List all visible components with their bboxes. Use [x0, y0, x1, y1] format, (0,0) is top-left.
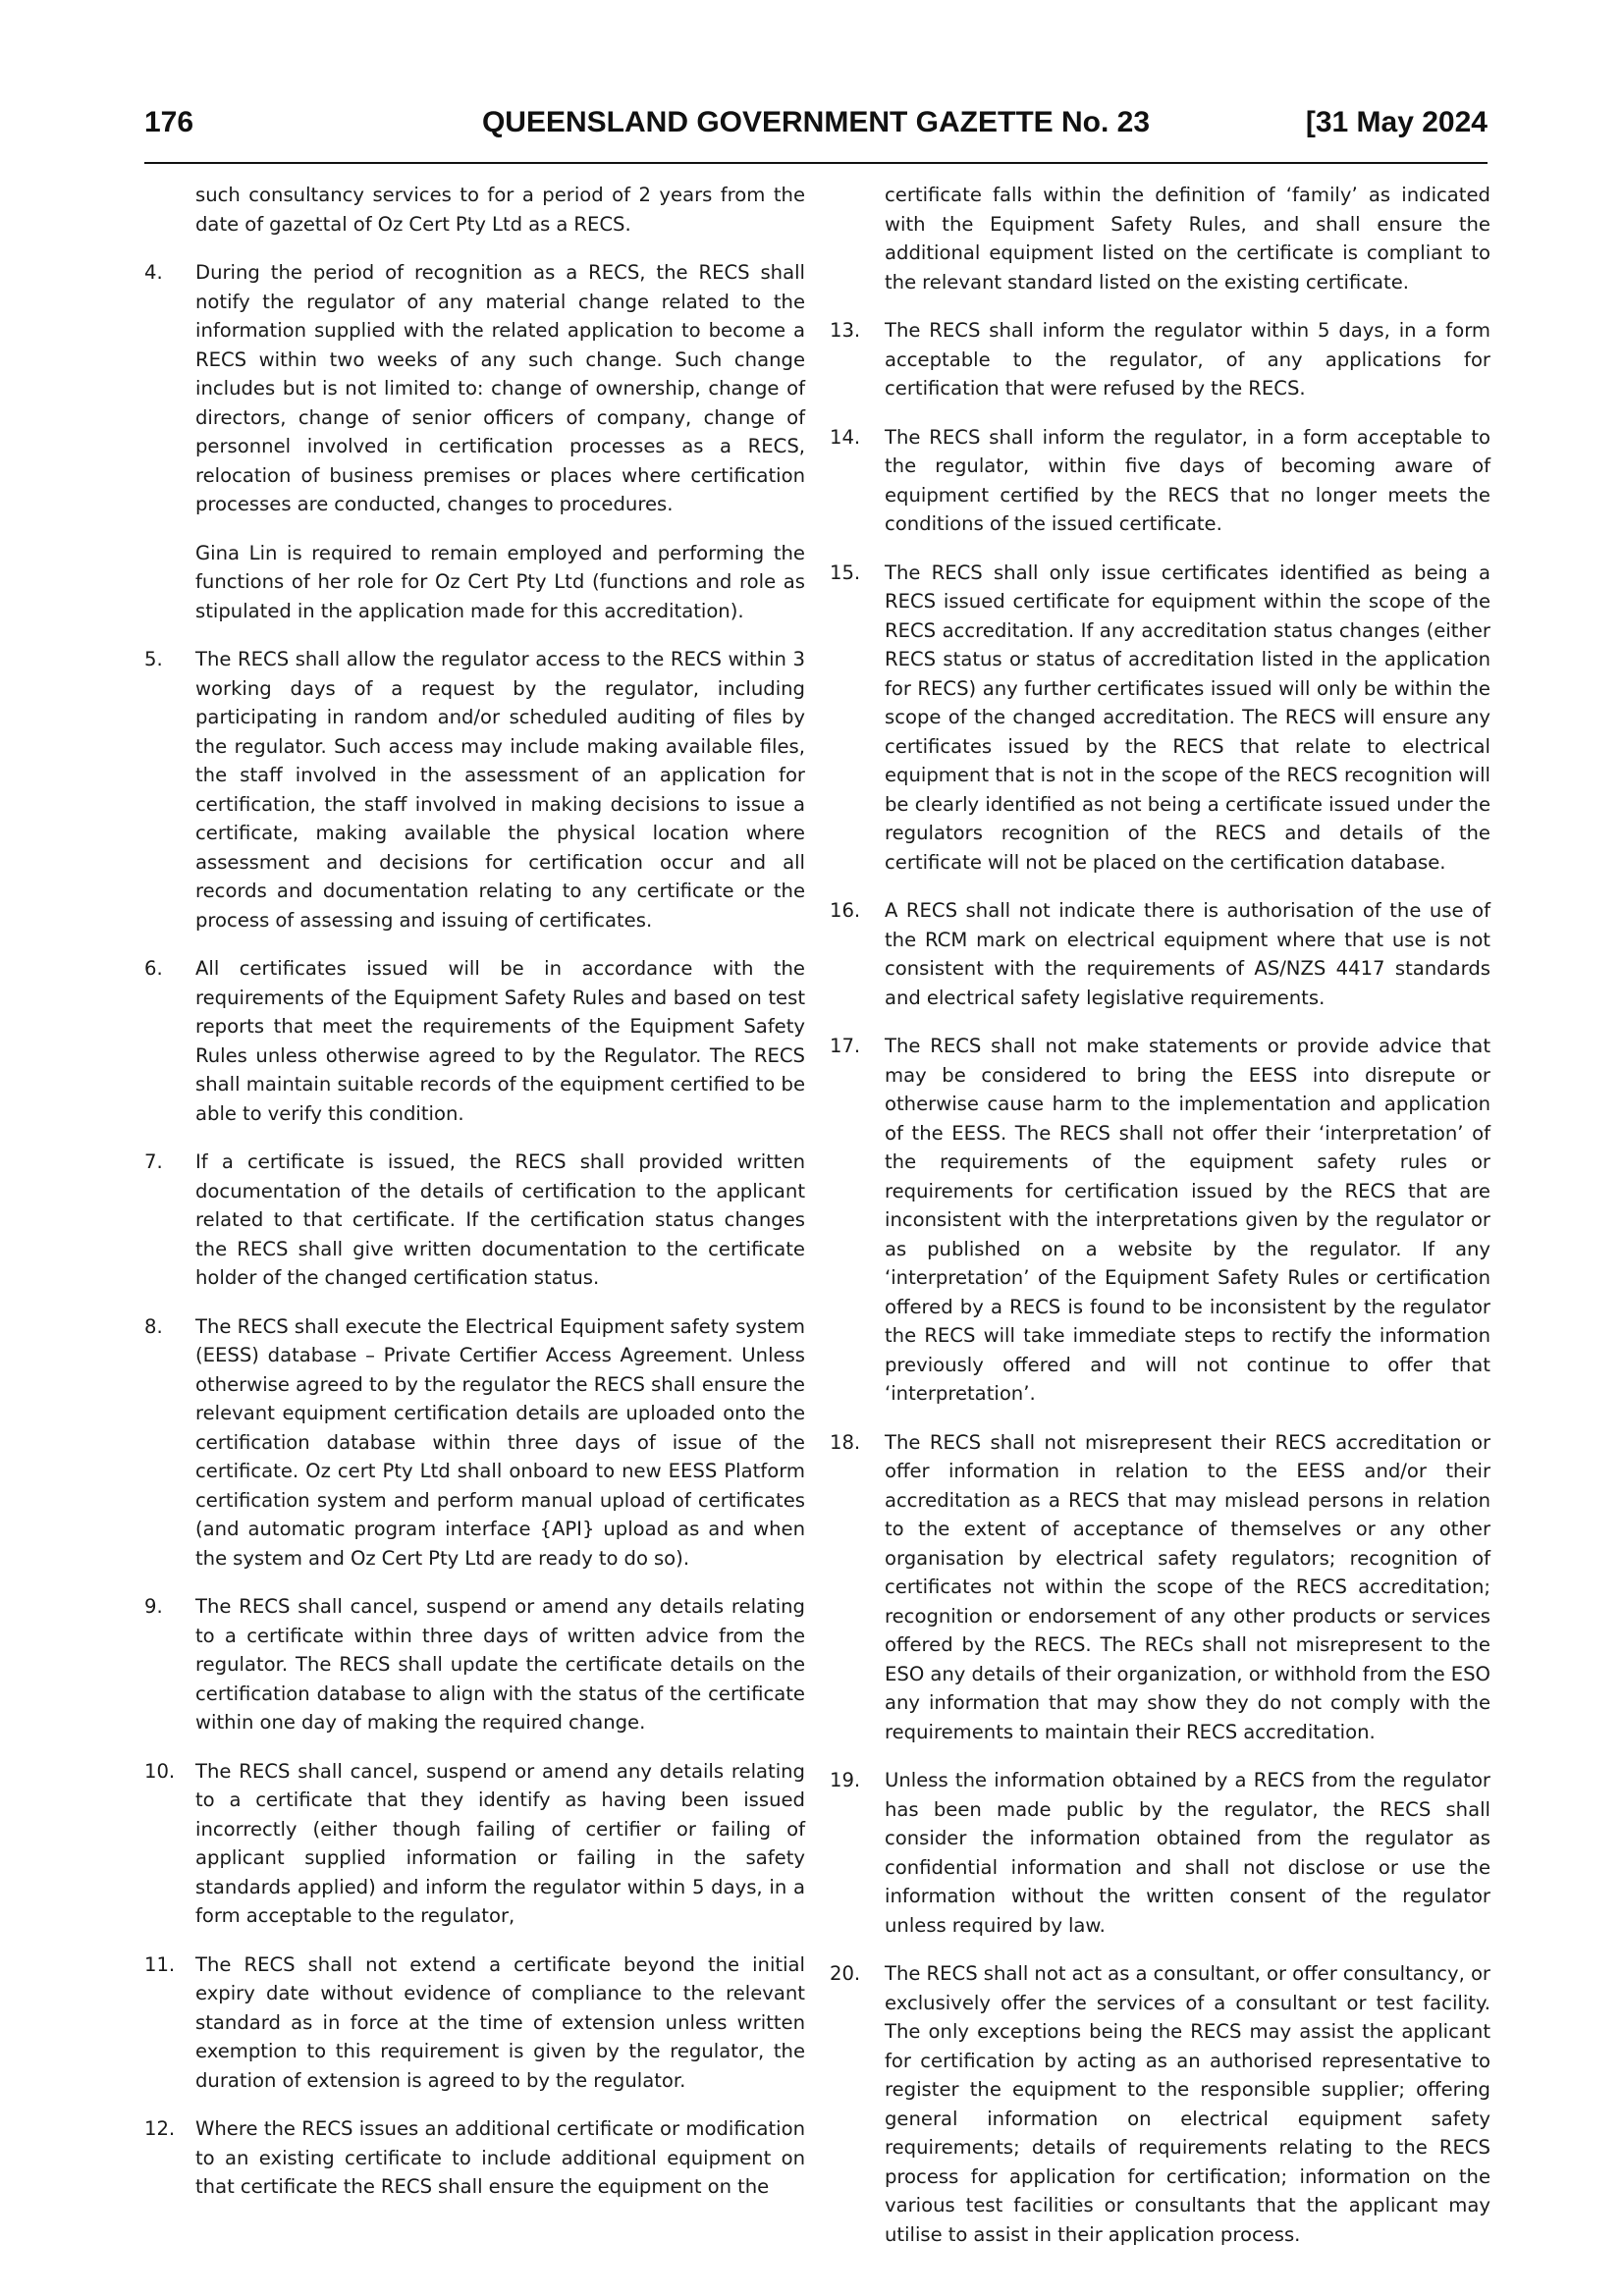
item-paragraph: Gina Lin is required to remain employed and performing the functions of her role for Oz Cert Pty Ltd (functions and role as stipulated in the application made for this accreditation).	[195, 541, 805, 622]
item-number: 5.	[144, 648, 163, 670]
item-number: 16.	[830, 899, 861, 922]
gazette-title: QUEENSLAND GOVERNMENT GAZETTE No. 23	[481, 106, 1151, 138]
item-paragraph: The RECS shall inform the regulator, in a form acceptable to the regulator, within five days of becoming aware of equipment certified by the RECS that no longer meets the conditions of the issued certificate.	[885, 425, 1490, 535]
issue-date: [31 May 2024	[1305, 106, 1488, 138]
item-paragraph: The RECS shall allow the regulator access to the RECS within 3 working days of a request by the regulator, including participating in random and/or scheduled auditing of files by the regulator. Such access may include making available files, the staff involved in the assessment of an application for certification, the staff involved in making decisions to issue a certificate, making available the physical location where assessment and decisions for certification occur and all records and documentation relating to any certificate or the process of assessing and issuing of certificates.	[195, 648, 805, 932]
item-number: 14.	[830, 425, 861, 449]
list-item	[144, 954, 805, 1128]
item-number: 8.	[144, 1314, 163, 1338]
item-paragraph: certificate falls within the definition of ‘family’ as indicated with the Equipment Safety Rules, and shall ensure the additional equipment listed on the certificate is compliant to the relevant standard listed on the existing certificate.	[885, 184, 1490, 294]
list-item	[830, 896, 1490, 1012]
list-item	[144, 1950, 805, 2096]
item-paragraph: The RECS shall cancel, suspend or amend any details relating to a certificate that they identify as having been issued incorrectly (either though failing of certifier or failing of applicant supplied information or failing in the safety standards applied) and inform the regulator within 5 days, in a form acceptable to the regulator,	[195, 1759, 805, 1927]
item-number: 11.	[144, 1952, 176, 1976]
list-item	[144, 1757, 805, 1931]
item-number: 9.	[144, 1595, 163, 1618]
list-item	[830, 1428, 1490, 1747]
item-paragraph: The RECS shall only issue certificates identified as being a RECS issued certificate for equipment within the scope of the RECS accreditation. If any accreditation status changes (either RECS status or status of accreditation listed in the application for RECS) any further certificates issued will only be within the scope of the changed accreditation. The RECS will ensure any certificates issued by the RECS that relate to electrical equipment that is not in the scope of the RECS recognition will be clearly identified as not being a certificate issued under the regulators recognition of the RECS and details of the certificate will not be placed on the certification database.	[885, 561, 1490, 874]
item-number: 12.	[144, 2117, 176, 2140]
page-header	[144, 98, 1488, 157]
item-paragraph: Unless the information obtained by a RECS from the regulator has been made public by the regulator, the RECS shall consider the information obtained from the regulator as confidential information and shall not disclose or use the information without the written consent of the regulator unless required by law.	[885, 1769, 1490, 1937]
list-item	[144, 181, 805, 239]
item-paragraph: The RECS shall execute the Electrical Equipment safety system (EESS) database – Private Certifier Access Agreement. Unless otherwise agreed to by the regulator the RECS shall ensure the relevant equipment certification details are uploaded onto the certification database within three days of issue of the certificate. Oz cert Pty Ltd shall onboard to new EESS Platform certification system and perform manual upload of certificates (and automatic program interface {API} upload as and when the system and Oz Cert Pty Ltd are ready to do so).	[195, 1314, 805, 1570]
list-item	[144, 1148, 805, 1293]
item-number: 15.	[830, 561, 861, 584]
list-item	[830, 1766, 1490, 1940]
list-item	[144, 645, 805, 934]
item-number: 4.	[144, 261, 163, 284]
list-item	[830, 316, 1490, 403]
right-column	[830, 181, 1490, 2269]
item-number: 18.	[830, 1430, 861, 1454]
list-item	[144, 258, 805, 625]
item-number: 17.	[830, 1035, 861, 1057]
page-number: 176	[144, 106, 194, 138]
header-rule	[144, 162, 1488, 164]
item-number: 7.	[144, 1150, 163, 1173]
item-paragraph: Where the RECS issues an additional certificate or modification to an existing certificate to include additional equipment on that certificate the RECS shall ensure the equipment on the	[195, 2117, 805, 2198]
item-paragraph: If a certificate is issued, the RECS shall provided written documentation of the details of certification to the applicant related to that certificate. If the certification status changes the RECS shall give written documentation to the certificate holder of the changed certification status.	[195, 1150, 805, 1289]
item-paragraph: The RECS shall not make statements or provide advice that may be considered to bring the EESS into disrepute or otherwise cause harm to the implementation and application of the EESS. The RECS shall not offer their ‘interpretation’ of the requirements of the equipment safety rules or requirements for certification issued by the RECS that are inconsistent with the interpretations given by the regulator or as published on a website by the regulator. If any ‘interpretation’ of the Equipment Safety Rules or certification offered by a RECS is found to be inconsistent by the regulator the RECS will take immediate steps to rectify the information previously offered and will not continue to offer that ‘interpretation’.	[885, 1035, 1490, 1405]
item-paragraph: All certificates issued will be in accordance with the requirements of the Equipment Safety Rules and based on test reports that meet the requirements of the Equipment Safety Rules unless otherwise agreed to by the Regulator. The RECS shall maintain suitable records of the equipment certified to be able to verify this condition.	[195, 957, 805, 1125]
left-column	[144, 181, 805, 2221]
item-paragraph: The RECS shall not act as a consultant, or offer consultancy, or exclusively offer the services of a consultant or test facility. The only exceptions being the RECS may assist the applicant for certification by acting as an authorised representative to register the equipment to the responsible supplier; offering general information on electrical equipment safety requirements; details of requirements relating to the RECS process for application for certification; information on the various test facilities or consultants that the applicant may utilise to assist in their application process.	[885, 1962, 1490, 2246]
item-number: 13.	[830, 319, 861, 342]
list-item	[830, 1959, 1490, 2249]
list-item	[830, 1032, 1490, 1409]
item-number: 6.	[144, 957, 163, 980]
item-paragraph: The RECS shall not extend a certificate beyond the initial expiry date without evidence of compliance to the relevant standard as in force at the time of extension unless written exemption to this requirement is given by the regulator, the duration of extension is agreed to by the regulator.	[195, 1952, 805, 2092]
item-paragraph: The RECS shall cancel, suspend or amend any details relating to a certificate within three days of written advice from the regulator. The RECS shall update the certificate details on the certification database to align with the status of the certificate within one day of making the required change.	[195, 1595, 805, 1734]
list-item	[144, 1592, 805, 1737]
item-number: 19.	[830, 1769, 861, 1791]
list-item	[144, 1312, 805, 1574]
item-paragraph: The RECS shall inform the regulator within 5 days, in a form acceptable to the regulator, of any applications for certification that were refused by the RECS.	[885, 319, 1490, 400]
item-paragraph: During the period of recognition as a RECS, the RECS shall notify the regulator of any material change related to the information supplied with the related application to become a RECS within two weeks of any such change. Such change includes but is not limited to: change of ownership, change of directors, change of senior officers of company, change of personnel involved in certification processes as a RECS, relocation of business premises or places where certification processes are conducted, changes to procedures.	[195, 261, 805, 515]
item-paragraph: The RECS shall not misrepresent their RECS accreditation or offer information in relation to the EESS and/or their accreditation as a RECS that may mislead persons in relation to the extent of acceptance of themselves or any other organisation by electrical safety regulators; recognition of certificates not within the scope of the RECS accreditation; recognition or endorsement of any other products or services offered by the RECS. The RECs shall not misrepresent to the ESO any details of their organization, or withhold from the ESO any information that may show they do not comply with the requirements to maintain their RECS accreditation.	[885, 1430, 1490, 1743]
list-item	[144, 2114, 805, 2202]
item-number: 10.	[144, 1759, 176, 1783]
item-paragraph: such consultancy services to for a period of 2 years from the date of gazettal of Oz Cert Pty Ltd as a RECS.	[195, 184, 805, 236]
list-item	[830, 559, 1490, 878]
item-paragraph: A RECS shall not indicate there is authorisation of the use of the RCM mark on electrical equipment where that use is not consistent with the requirements of AS/NZS 4417 standards and electrical safety legislative requirements.	[885, 899, 1490, 1009]
list-item	[830, 423, 1490, 539]
list-item	[830, 181, 1490, 296]
item-number: 20.	[830, 1962, 861, 1985]
